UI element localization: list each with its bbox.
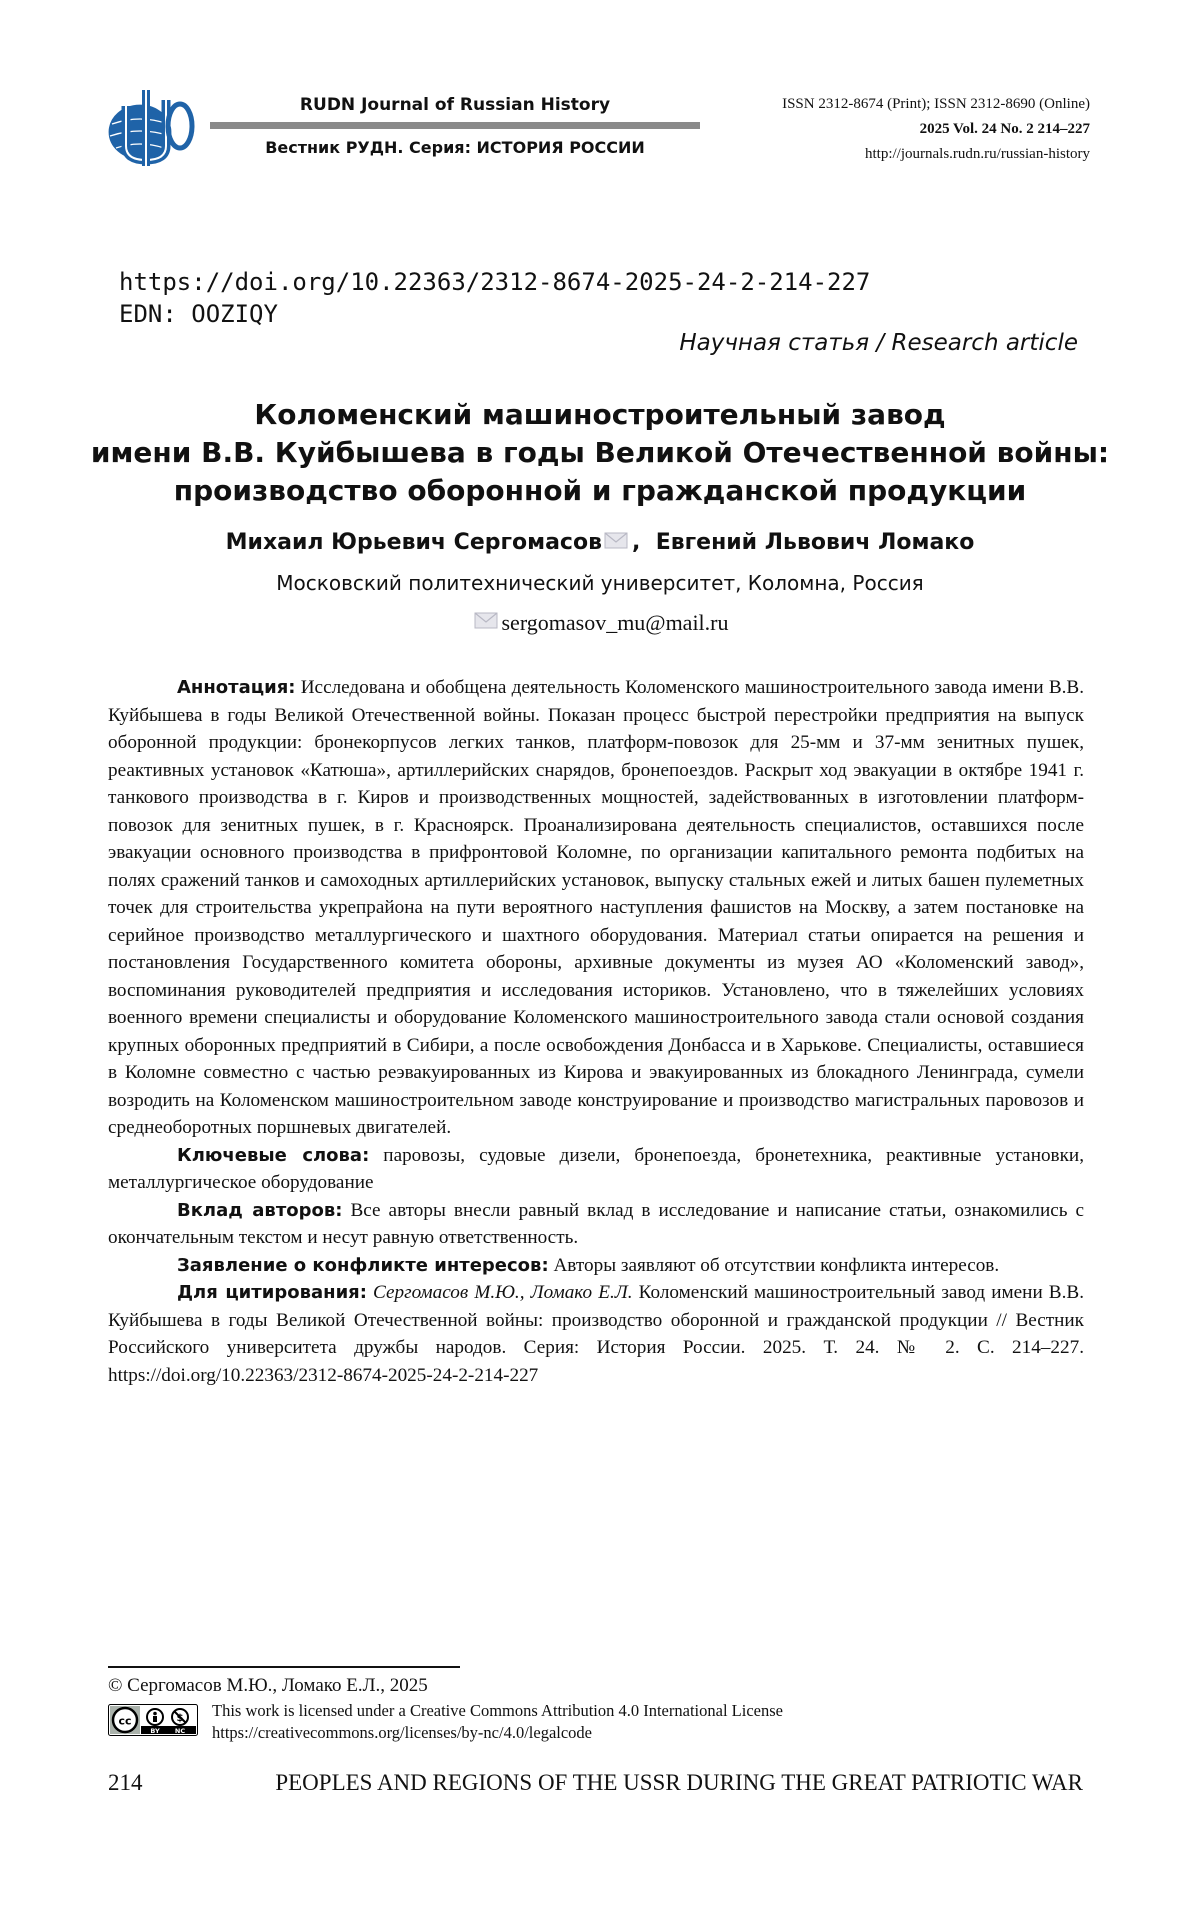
mail-icon xyxy=(474,612,498,629)
svg-text:$: $ xyxy=(177,1713,184,1724)
issn: ISSN 2312-8674 (Print); ISSN 2312-8690 (Online) xyxy=(782,92,1090,117)
page-number: 214 xyxy=(108,1770,143,1796)
email-line xyxy=(60,610,1140,636)
abstract-text: Исследована и обобщена деятельность Коломенского машиностроительного завода имени В.В. Куйбышева в годы Великой Отечественной войны. Показан процесс быстрой перестройки предприятия на выпуск оборонной продукции: бронекорпусов легких танков, платформ-повозок для 25-мм и 37-мм зенитных пушек, реактивных установок «Катюша», артиллерийских снарядов, бронепоездов. Раскрыт ход эвакуации в октябре 1941 г. танкового производства в г. Киров и производственных мощностей, задействованных в изготовлении платформ-повозок для зенитных пушек, в г. Красноярск. Проанализирована деятельность специалистов, оставшихся после эвакуации основного производства в прифронтовой Коломне, по организации капитального ремонта подбитых на полях сражений танков и самоходных артиллерийских установок, выпуску стальных ежей и литых башен пулеметных точек для строительства укрепрайона на пути вероятного наступления фашистов на Москву, а затем постановке на серийное производство металлургического и шахтного оборудования. Материал статьи опирается на решения и постановления Государственного комитета обороны, архивные документы из музея АО «Коломенский завод», воспоминания руководителей предприятия и исследования историков. Установлено, что в тяжелейших условиях военного времени специалисты и оборудование Коломенского машиностроительного завода стали основой создания крупных оборонных предприятий в Сибири, а после освобождения Донбасса и в Харькове. Специалисты, оставшиеся в Коломне совместно с частью реэвакуированных из Кирова и эвакуированных из блокадного Ленинграда, сумели возродить на Коломенском машиностроительном заводе конструирование и производство магистральных паровозов и среднеоборотных поршневых двигателей. xyxy=(108,677,1084,1138)
author-email[interactable]: sergomasov_mu@mail.ru xyxy=(502,610,729,635)
title-line-3: производство оборонной и гражданской продукции xyxy=(60,472,1140,510)
author-separator: , xyxy=(632,530,640,555)
contribution-paragraph xyxy=(108,1197,1084,1252)
running-title: PEOPLES AND REGIONS OF THE USSR DURING THE GREAT PATRIOTIC WAR xyxy=(275,1770,1083,1796)
abstract-section xyxy=(108,674,1084,1389)
citation-authors: Сергомасов М.Ю., Ломако Е.Л. xyxy=(373,1282,633,1303)
title-line-1: Коломенский машиностроительный завод xyxy=(60,396,1140,434)
nc-text: NC xyxy=(175,1727,185,1735)
citation-paragraph xyxy=(108,1279,1084,1389)
keywords-paragraph xyxy=(108,1142,1084,1197)
conflict-paragraph xyxy=(108,1252,1084,1280)
header-rule xyxy=(210,122,700,129)
keywords-text: паровозы, судовые дизели, бронепоезда, бронетехника, реактивные установки, металлургическое оборудование xyxy=(108,1145,1084,1194)
cc-text: cc xyxy=(118,1715,131,1728)
keywords-label: Ключевые слова: xyxy=(177,1145,369,1166)
footnote-rule xyxy=(108,1666,460,1668)
copyright: © Сергомасов М.Ю., Ломако Е.Л., 2025 xyxy=(108,1675,428,1697)
article-title xyxy=(60,396,1140,510)
authors xyxy=(60,530,1140,555)
volume-issue: 2025 Vol. 24 No. 2 214–227 xyxy=(782,117,1090,142)
header-issn-block xyxy=(782,92,1090,167)
contribution-text: Все авторы внесли равный вклад в исследование и написание статьи, ознакомились с окончательным текстом и несут равную ответственность. xyxy=(108,1200,1084,1249)
article-type: Научная статья / Research article xyxy=(679,330,1078,356)
mail-icon[interactable] xyxy=(604,532,628,549)
license-block xyxy=(212,1700,783,1744)
author-2: Евгений Львович Ломако xyxy=(656,530,975,555)
journal-name-en: RUDN Journal of Russian History xyxy=(210,95,700,115)
title-line-2: имени В.В. Куйбышева в годы Великой Отечественной войны: xyxy=(60,434,1140,472)
author-1: Михаил Юрьевич Сергомасов xyxy=(226,530,602,555)
affiliation: Московский политехнический университет, Коломна, Россия xyxy=(60,571,1140,595)
abstract-label: Аннотация: xyxy=(177,677,295,698)
rudn-logo xyxy=(104,86,196,168)
by-text: BY xyxy=(150,1727,160,1735)
cc-by-nc-badge[interactable] xyxy=(108,1704,198,1736)
journal-name-ru: Вестник РУДН. Серия: ИСТОРИЯ РОССИИ xyxy=(210,138,700,157)
doi-link[interactable]: https://doi.org/10.22363/2312-8674-2025-24-2-214-227 xyxy=(119,266,870,298)
doi-block xyxy=(119,266,870,330)
citation-label: Для цитирования: xyxy=(177,1282,367,1303)
conflict-text: Авторы заявляют об отсутствии конфликта интересов. xyxy=(553,1255,999,1276)
license-url[interactable]: https://creativecommons.org/licenses/by-nc/4.0/legalcode xyxy=(212,1722,783,1744)
license-text: This work is licensed under a Creative Commons Attribution 4.0 International License xyxy=(212,1700,783,1722)
citation-text: Коломенский машиностроительный завод имени В.В. Куйбышева в годы Великой Отечественной войны: производство оборонной и гражданской продукции // Вестник Российского университета дружбы народов. Серия: История России. 2025. Т. 24. № 2. С. 214–227. https://doi.org/10.22363/2312-8674-2025-24-2-214-227 xyxy=(108,1282,1084,1386)
journal-url[interactable]: http://journals.rudn.ru/russian-history xyxy=(782,142,1090,167)
contribution-label: Вклад авторов: xyxy=(177,1200,342,1221)
abstract-paragraph xyxy=(108,674,1084,1142)
conflict-label: Заявление о конфликте интересов: xyxy=(177,1255,549,1276)
edn: EDN: OOZIQY xyxy=(119,298,870,330)
